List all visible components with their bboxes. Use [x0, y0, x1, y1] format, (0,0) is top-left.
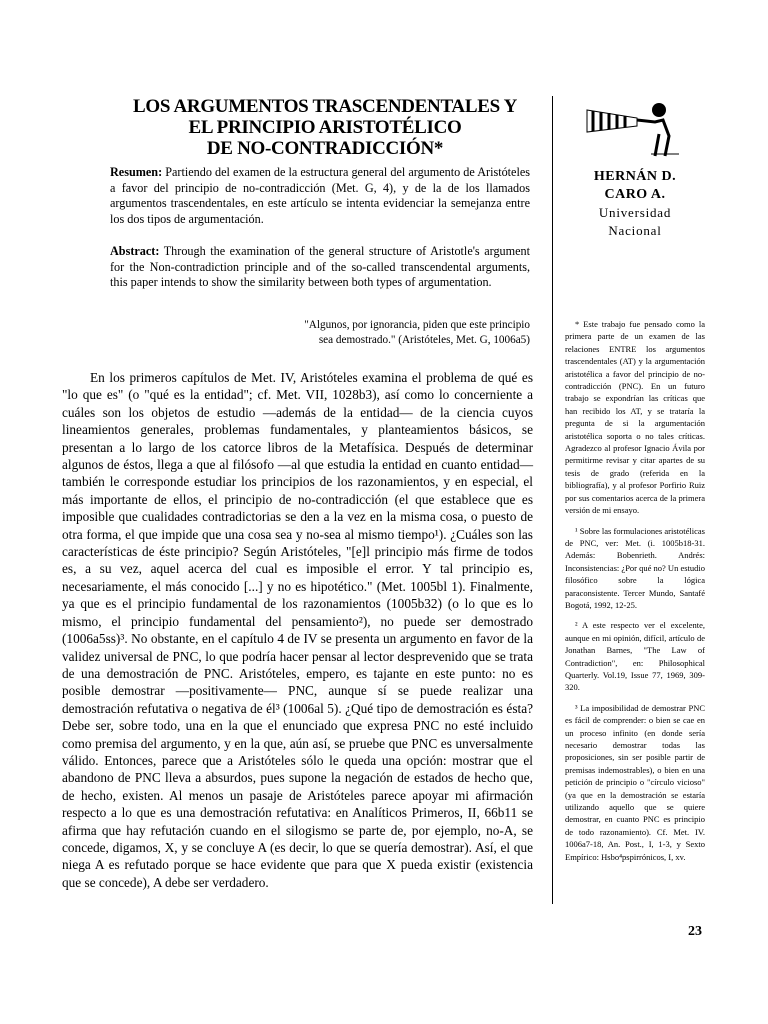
body-text — [62, 369, 533, 891]
resumen-label: Resumen: — [110, 165, 163, 179]
author-box — [565, 168, 705, 240]
title-line: EL PRINCIPIO ARISTOTÉLICO — [188, 117, 462, 138]
institution: Nacional — [608, 223, 662, 238]
epigraph — [290, 318, 530, 348]
author-name: CARO A. — [604, 187, 666, 202]
article-title — [100, 96, 550, 159]
column-divider — [552, 96, 553, 904]
footnote: * Este trabajo fue pensado como la primera parte de un examen de las relaciones ENTRE los argumentos trascendentales (AT) y la argumentación aristotélica a favor del principio de no-contradicción (PNC). En un futuro trabajo se expondrían las críticas que han recibido los AT, y se trataría la pregunta de si la argumentación aristotélica soporta o no tales críticas. Agradezco al profesor Ignacio Ávila por permitirme revisar y citar apartes de su tesis de grado (referida en la bibliografía), y al profesor Porfirio Ruiz por sus comentarios acerca de la primera versión de mi ensayo. — [565, 319, 705, 516]
author-name: HERNÁN D. — [593, 169, 677, 184]
footnote: ¹ Sobre las formulaciones aristotélicas de PNC, ver: Met. (i. 1005b18-31. Además: Bobenrieth. Andrés: Inconsistencias: ¿Por qué no? Un estudio filosófico sobre la lógica paraconsistente. Tercer Mundo, Santafé Bogotá, 1992, 12-25. — [565, 525, 705, 610]
abstract-text: Through the examination of the general structure of Aristotle's argument for the Non-contradiction principle and of the so-called transcendental arguments, this paper intends to show the similarity between both types of argumentation. — [110, 244, 531, 289]
title-line: LOS ARGUMENTOS TRASCENDENTALES Y — [132, 96, 518, 117]
footnote: ³ La imposibilidad de demostrar PNC es fácil de comprender: o bien se cae en un proceso infinito (en donde sería necesario demostrar todas las proposiciones, sin ser posible partir de premisas indemostrables), o bien en una petición de principio o "círculo vicioso" (ya que en la demostración se estaría utilizando aquello que se quiere demostrar, en cuanto PNC es principio de todo razonamiento). Cf. Met. IV. 1006a7-18, An. Post., I, 1-3, y Sexto Empírico: Hsbo⁴pspirrónicos, I, xv. — [565, 702, 705, 862]
title-line: DE NO-CONTRADICCIÓN* — [206, 138, 444, 159]
epigraph-line: sea demostrado." (Aristóteles, Met. G, 1006a5) — [318, 334, 530, 346]
abstract — [110, 244, 530, 291]
journal-logo-figure-icon — [585, 96, 695, 160]
footnote: ² A este respecto ver el excelente, aunque en mi opinión, difícil, artículo de Jonathan Barnes, "The Law of Contradiction", en: Philosophical Quarterly. Vol.19, Issue 77, 1969, 309-320. — [565, 620, 705, 693]
body-paragraph: En los primeros capítulos de Met. IV, Aristóteles examina el problema de qué es "lo que es" (o "qué es la entidad"; cf. Met. VII, 1028b3), así como lo concerniente a cuáles son los objetos de estudio —además de la entidad— de la ciencia cuyos lineamientos generales, problemas fundamentales, y planteamientos básicos, se presentan a lo largo de los catorce libros de la Metafísica. Después de determinar algunos de éstos, llega a que al filósofo —al que estudia la entidad en cuanto entidad— también le corresponde estudiar los principios de los razonamientos, y en especial, el más importante de ellos, el principio de no-contradicción (el que establece que es imposible que cualidades contradictorias se den a la vez en la misma cosa, o puesto de otra forma, el que impide que una cosa sea y no-sea al mismo tiempo¹). ¿Cuáles son las características de éste principio? Según Aristóteles, "[e]l principio más firme de todos es, a su vez, aquel acerca del cual es imposible el error. Y tal principio es, necesariamente, el más conocido [...] y no es hipotético." (Met. 1005bl 1). Finalmente, ya que es el principio fundamental de los razonamientos (1005b32) (o lo que es lo mismo, el principio fundamental del pensamiento²), no puede ser demostrado (1006a5ss)³. No obstante, en el capítulo 4 de IV se presenta un argumento en favor de la validez universal de PNC, lo que podría hacer pensar al lector desprevenido que se trata de una demostración de PNC. Aristóteles, empero, es tajante en este punto: no es posible demostrar —positivamente— PNC, aunque sí se puede realizar una demostración refutativa o negativa de él³ (1006al 5). ¿Qué tipo de demostración es ésta? Debe ser, sobre todo, una en la que el enunciado que expresa PNC no esté incluido como premisa del argumento, y en la que, aún así, se pruebe que PNC es unversalmente válido. Entonces, parece que a Aristóteles sólo le queda una opción: mostrar que el abandono de PNC lleva a absurdos, pues supone la negación de estados de hecho que, de hecho, existen. Al menos un pasaje de Aristóteles parece apoyar mi afirmación respecto a lo que es una demostración refutativa: en Analíticos Primeros, II, 66b11 se afirma que hay refutación cuando en el silogismo se parte de, por ejemplo, no-A, se concede, digamos, X, y se concluye A (es decir, lo que se quería demostrar). Así, el que niega A es refutado porque se hace evidente que para que X pueda existir (existencia que se concede), A debe ser verdadero. — [62, 370, 533, 890]
footnotes — [565, 318, 705, 871]
resumen-text: Partiendo del examen de la estructura general del argumento de Aristóteles a favor del principio de no-contradicción (Met. G, 4), y de la de los llamados argumentos trascendentales, en este artículo se intenta evidenciar la semejanza entre los dos tipos de argumentación. — [110, 165, 531, 226]
institution: Universidad — [598, 205, 672, 220]
abstract-label: Abstract: — [110, 244, 160, 258]
epigraph-line: "Algunos, por ignorancia, piden que este principio — [304, 319, 530, 331]
resumen — [110, 165, 530, 227]
page-number: 23 — [688, 924, 702, 939]
